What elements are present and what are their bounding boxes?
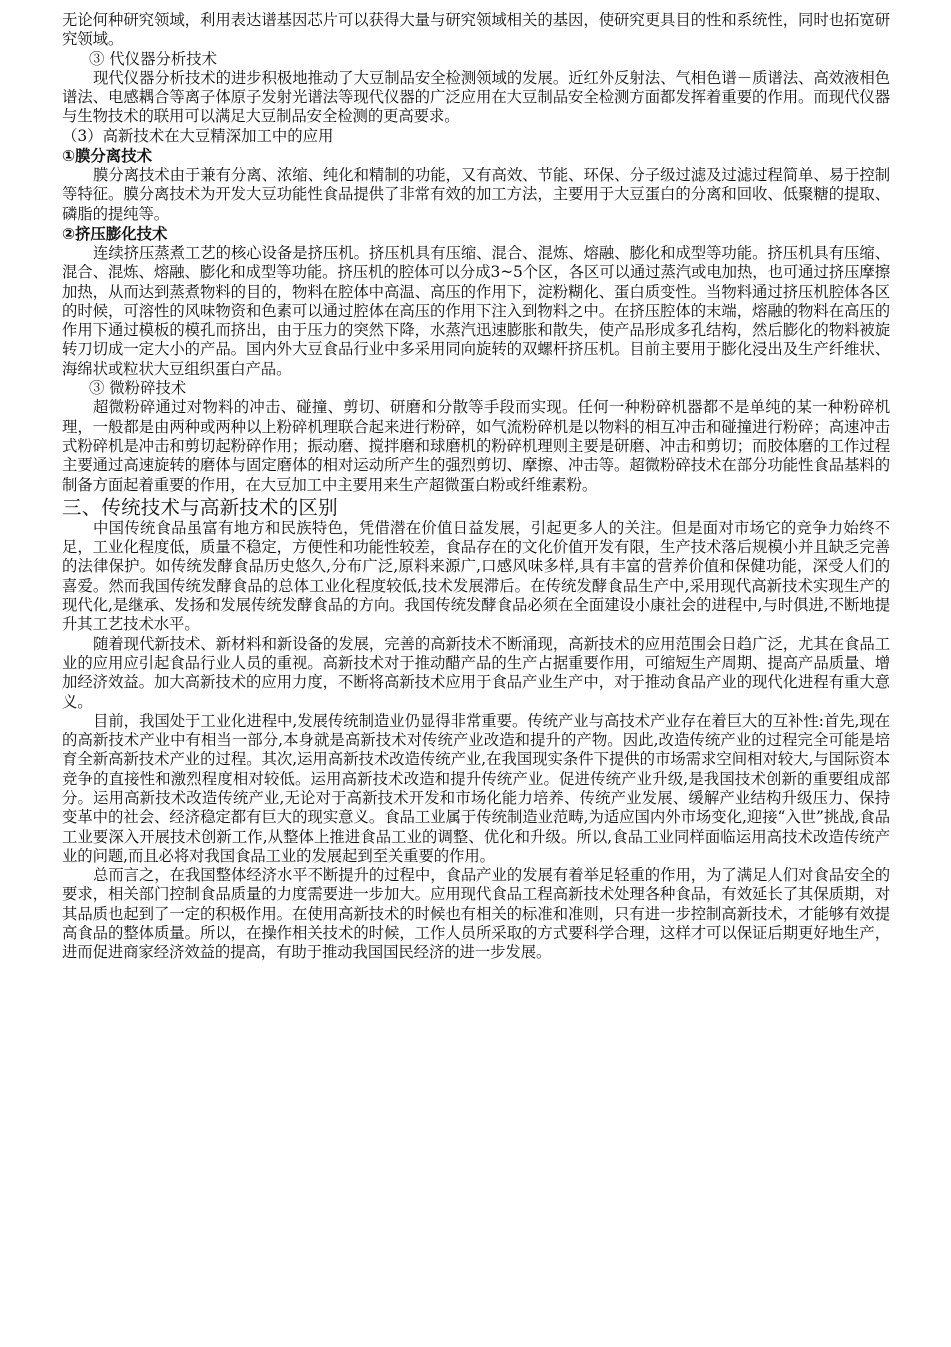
heading-micro-grinding: ③ 微粉碎技术 bbox=[89, 379, 187, 398]
document-page bbox=[62, 11, 890, 963]
paragraph-summary: 总而言之，在我国整体经济水平不断提升的过程中，食品产业的发展有着举足轻重的作用，为了满足人们对食品安全的要求，相关部门控制食品质量的力度需要进一步加大。应用现代食品工程高新技术处理各种食品，有效延长了其保质期，对其品质也起到了一定的积极作用。在使用高新技术的时候也有相关的标准和准则，只有进一步控制高新技术，才能够有效提高食品的整体质量。所以，在操作相关技术的时候，工作人员所采取的方式要科学合理，这样才可以保证后期更好地生产，进而促进商家经济效益的提高，有助于推动我国国民经济的进一步发展。 bbox=[62, 866, 890, 962]
paragraph-extrusion: 连续挤压蒸煮工艺的核心设备是挤压机。挤压机具有压缩、混合、混炼、熔融、膨化和成型等功能。挤压机具有压缩、混合、混炼、熔融、膨化和成型等功能。挤压机的腔体可以分成3~5个区，各区可以通过蒸汽或电加热，也可通过挤压摩擦加热，从而达到蒸煮物料的目的，物料在腔体中高温、高压的作用下，淀粉糊化、蛋白质变性。当物料通过挤压机腔体各区的时候，可溶性的风味物资和色素可以通过腔体在高压的作用下注入到物料之中。在挤压腔体的末端，熔融的物料在高压的作用下通过模板的模孔而挤出，由于压力的突然下降，水蒸汽迅速膨胀和散失，使产品形成多孔结构，然后膨化的物料被旋转刀切成一定大小的产品。国内外大豆食品行业中多采用同向旋转的双螺杆挤压机。目前主要用于膨化浸出及生产纤维状、海绵状或粒状大豆组织蛋白产品。 bbox=[62, 243, 890, 378]
paragraph-instrument-analysis: 现代仪器分析技术的进步积极地推动了大豆制品安全检测领域的发展。近红外反射法、气相色谱－质谱法、高效液相色谱法、电感耦合等离子体原子发射光谱法等现代仪器的广泛应用在大豆制品安全检测方面都发挥着重要的作用。而现代仪器与生物技术的联用可以满足大豆制品安全检测的更高要求。 bbox=[62, 68, 890, 126]
heading-section-3: （3）高新技术在大豆精深加工中的应用 bbox=[62, 126, 334, 145]
heading-section-three: 三、传统技术与高新技术的区别 bbox=[62, 495, 338, 519]
heading-membrane-separation: ①膜分离技术 bbox=[62, 147, 152, 166]
paragraph-modern-technology: 随着现代新技术、新材料和新设备的发展，完善的高新技术不断涌现，高新技术的应用范围会日趋广泛，尤其在食品工业的应用应引起食品行业人员的重视。高新技术对于推动醋产品的生产占据重要作用，可缩短生产周期、提高产品质量、增加经济效益。加大高新技术的应用力度，不断将高新技术应用于食品产业生产中，对于推动食品产业的现代化进程有重大意义。 bbox=[62, 634, 890, 711]
paragraph-micro-grinding: 超微粉碎通过对物料的冲击、碰撞、剪切、研磨和分散等手段而实现。任何一种粉碎机器都不是单纯的某一种粉碎机理，一般都是由两种或两种以上粉碎机理联合起来进行粉碎，如气流粉碎机是以物料的相互冲击和碰撞进行粉碎；高速冲击式粉碎机是冲击和剪切起粉碎作用；振动磨、搅拌磨和球磨机的粉碎机理则主要是研磨、冲击和剪切；而胶体磨的工作过程主要通过高速旋转的磨体与固定磨体的相对运动所产生的强烈剪切、摩擦、冲击等。超微粉碎技术在部分功能性食品基料的制备方面起着重要的作用，在大豆加工中主要用来生产超微蛋白粉或纤维素粉。 bbox=[62, 398, 890, 494]
intro-paragraph: 无论何种研究领域，利用表达谱基因芯片可以获得大量与研究领域相关的基因，使研究更具目的性和系统性，同时也拓宽研究领域。 bbox=[62, 11, 890, 49]
paragraph-current-situation: 目前，我国处于工业化进程中,发展传统制造业仍显得非常重要。传统产业与高技术产业存在着巨大的互补性:首先,现在的高新技术产业中有相当一部分,本身就是高新技术对传统产业改造和提升的产物。因此,改造传统产业的过程完全可能是培育全新高新技术产业的过程。其次,运用高新技术改造传统产业,在我国现实条件下提供的市场需求空间相对较大,与国际资本竞争的直接性和激烈程度相对较低。运用高新技术改造和提升传统产业。促进传统产业升级,是我国技术创新的重要组成部分。运用高新技术改造传统产业,无论对于高新技术开发和市场化能力培养、传统产业发展、缓解产业结构升级压力、保持变革中的社会、经济稳定都有巨大的现实意义。食品工业属于传统制造业范畴,为适应国内外市场变化,迎接“入世”挑战,食品工业要深入开展技术创新工作,从整体上推进食品工业的调整、优化和升级。所以,食品工业同样面临运用高技术改造传统产业的问题,而且必将对我国食品工业的发展起到至关重要的作用。 bbox=[62, 711, 890, 865]
paragraph-membrane-separation: 膜分离技术由于兼有分离、浓缩、纯化和精制的功能，又有高效、节能、环保、分子级过滤及过滤过程简单、易于控制等特征。膜分离技术为开发大豆功能性食品提供了非常有效的加工方法，主要用于大豆蛋白的分离和回收、低聚糖的提取、磷脂的提纯等。 bbox=[62, 166, 890, 223]
paragraph-traditional-food: 中国传统食品虽富有地方和民族特色，凭借潜在价值日益发展，引起更多人的关注。但是面对市场它的竞争力始终不足，工业化程度低，质量不稳定，方便性和功能性较差，食品存在的文化价值开发有限，生产技术落后规模小并且缺乏完善的法律保护。如传统发酵食品历史悠久,分布广泛,原料来源广,口感风味多样,具有丰富的营养价值和保健功能，深受人们的喜爱。然而我国传统发酵食品的总体工业化程度较低,技术发展滞后。在传统发酵食品生产中,采用现代高新技术实现生产的现代化,是继承、发扬和发展传统发酵食品的方向。我国传统发酵食品必须在全面建设小康社会的进程中,与时俱进,不断地提升其工艺技术水平。 bbox=[62, 518, 890, 634]
heading-instrument-analysis: ③ 代仪器分析技术 bbox=[89, 49, 218, 68]
heading-extrusion: ②挤压膨化技术 bbox=[62, 224, 168, 243]
